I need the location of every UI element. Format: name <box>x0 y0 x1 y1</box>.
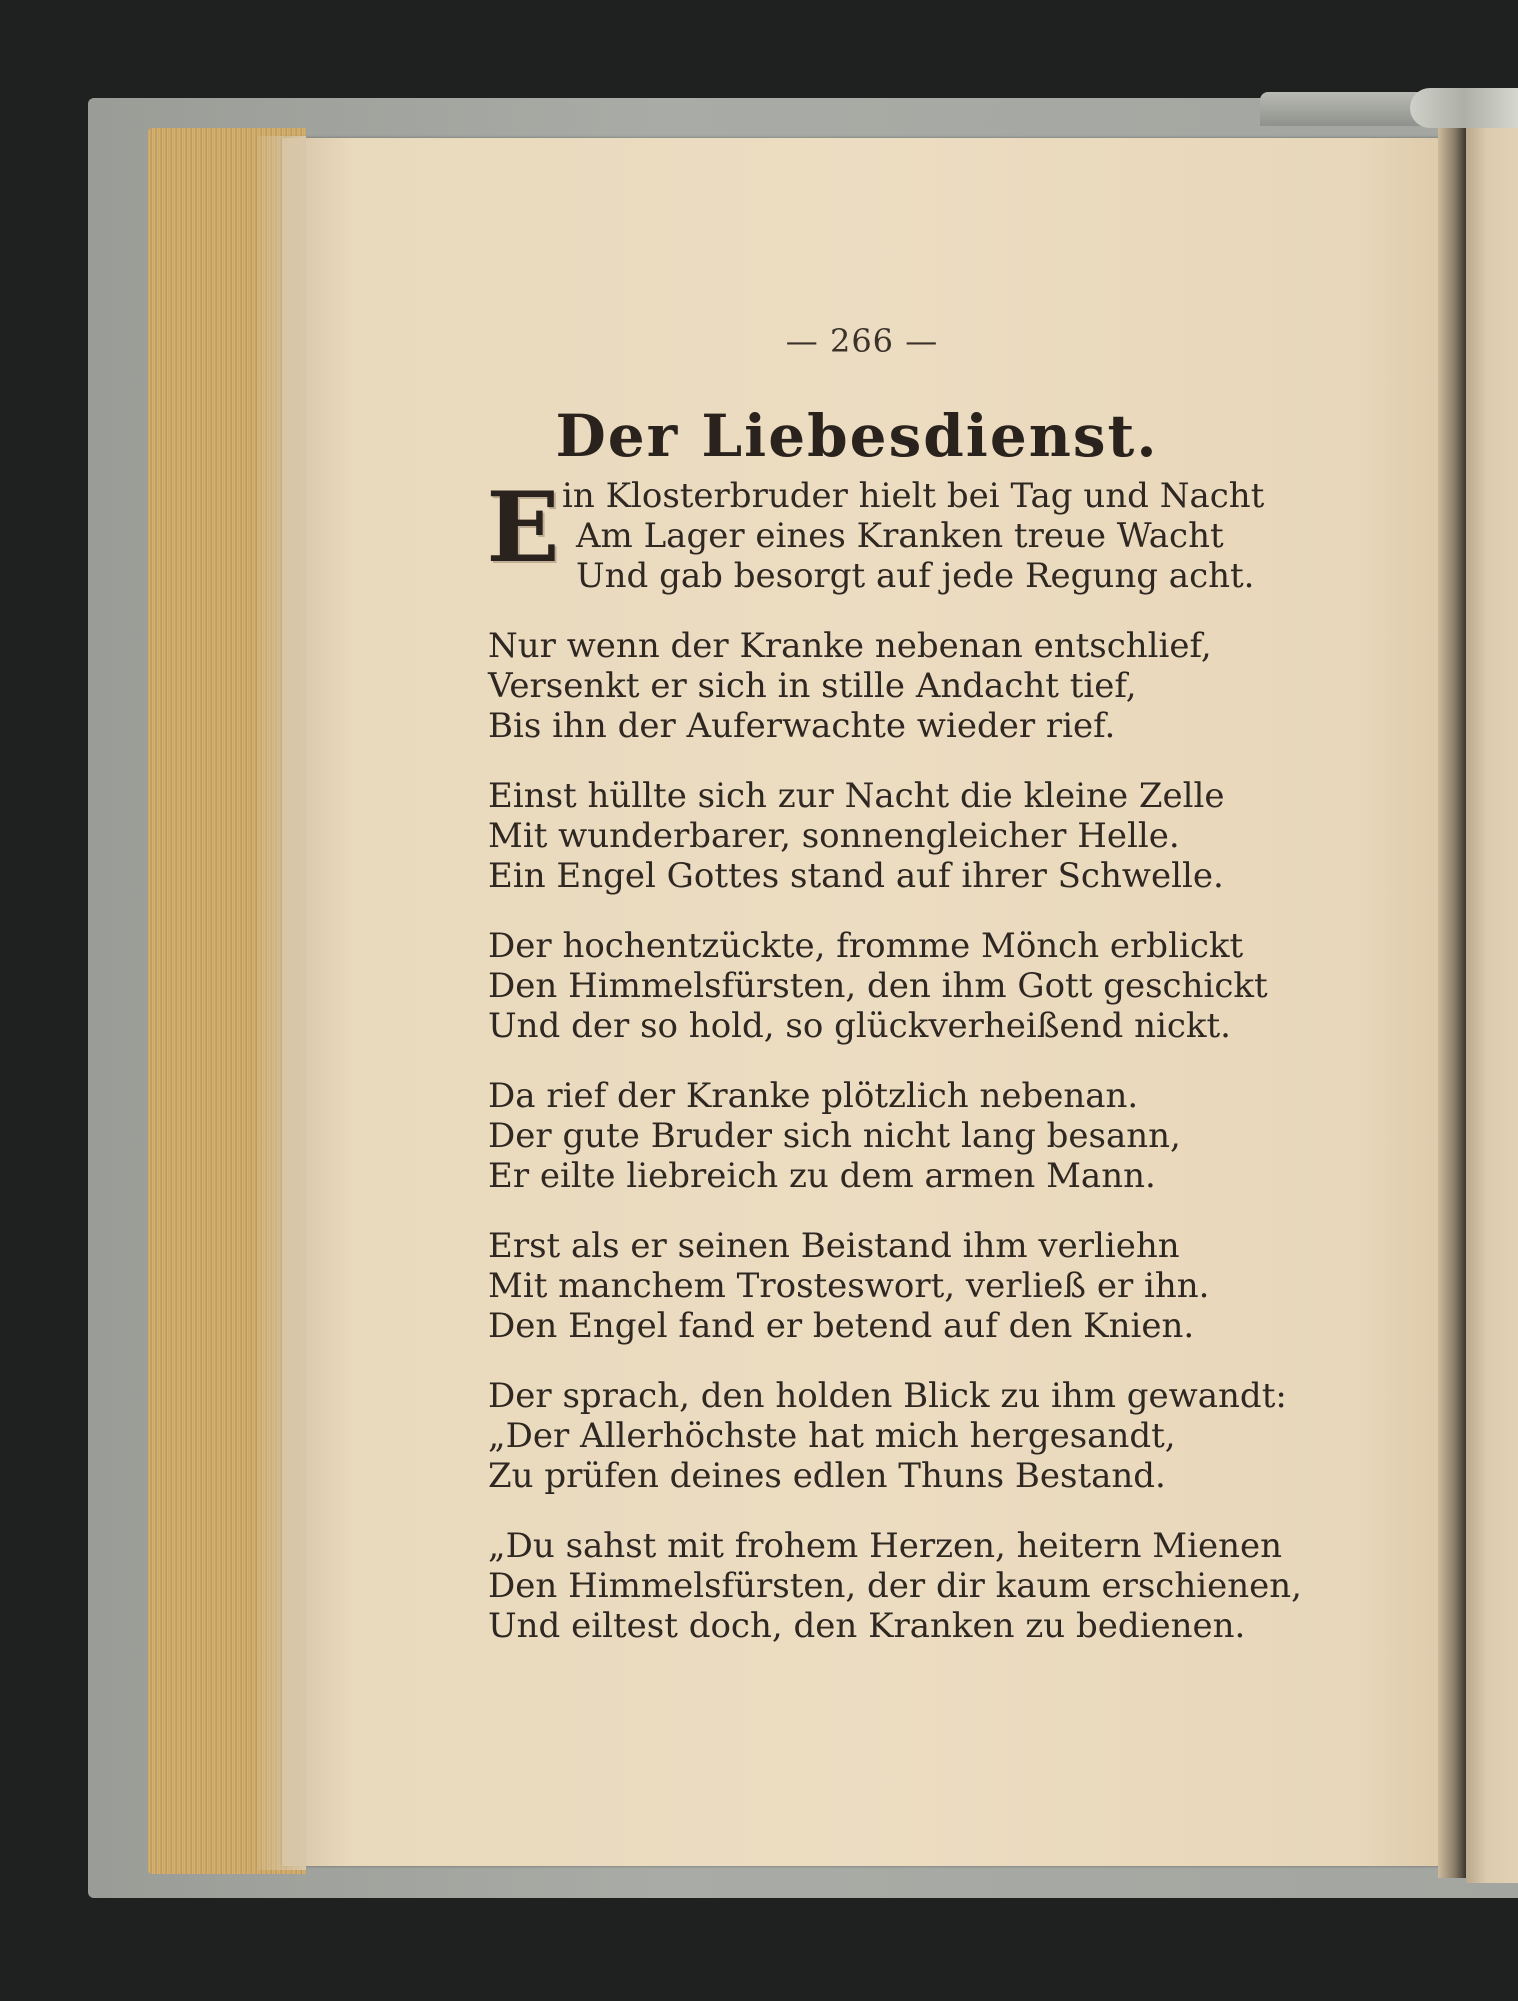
poem-line: Erst als er seinen Beistand ihm verliehn <box>488 1226 1180 1266</box>
poem-line: „Der Allerhöchste hat mich hergesandt, <box>488 1416 1176 1456</box>
poem-line: Zu prüfen deines edlen Thuns Bestand. <box>488 1456 1166 1496</box>
poem-line: Und eiltest doch, den Kranken zu bedienen. <box>488 1606 1246 1646</box>
page-edge-shade <box>258 136 306 1870</box>
stanza <box>488 926 1288 1046</box>
poem-line: Am Lager eines Kranken treue Wacht <box>576 516 1224 556</box>
drop-cap: E <box>486 471 560 584</box>
stanza <box>488 626 1288 746</box>
poem-line: Versenkt er sich in stille Andacht tief, <box>488 666 1137 706</box>
poem-line: „Du sahst mit frohem Herzen, heitern Mienen <box>488 1526 1283 1566</box>
stanza <box>488 476 1288 596</box>
poem-line: Einst hüllte sich zur Nacht die kleine Zelle <box>488 776 1225 816</box>
book-gutter <box>1438 128 1468 1878</box>
poem-line: Der gute Bruder sich nicht lang besann, <box>488 1116 1181 1156</box>
poem-line: Den Engel fand er betend auf den Knien. <box>488 1306 1195 1346</box>
poem-line: Der hochentzückte, fromme Mönch erblickt <box>488 926 1244 966</box>
poem-line: Den Himmelsfürsten, der dir kaum erschienen, <box>488 1566 1302 1606</box>
stanza <box>488 1376 1288 1496</box>
poem-line: Den Himmelsfürsten, den ihm Gott geschickt <box>488 966 1268 1006</box>
page-number: — 266 — <box>785 322 939 360</box>
poem-line: Da rief der Kranke plötzlich nebenan. <box>488 1076 1139 1116</box>
stanza <box>488 1226 1288 1346</box>
poem-line: Und der so hold, so glückverheißend nickt. <box>488 1006 1231 1046</box>
bookmark-ribbon <box>1410 88 1518 128</box>
stanza <box>488 1076 1288 1196</box>
poem-line: Und gab besorgt auf jede Regung acht. <box>576 556 1255 596</box>
poem-line: Nur wenn der Kranke nebenan entschlief, <box>488 626 1212 666</box>
poem-line: Mit wunderbarer, sonnengleicher Helle. <box>488 816 1180 856</box>
facing-page-edge <box>1466 128 1518 1883</box>
stanza <box>488 1526 1302 1646</box>
poem-line: Bis ihn der Auferwachte wieder rief. <box>488 706 1116 746</box>
poem-line: Ein Engel Gottes stand auf ihrer Schwelle. <box>488 856 1224 896</box>
poem-body <box>488 476 1302 1676</box>
poem-title: Der Liebesdienst. <box>555 402 1159 470</box>
poem-line: Er eilte liebreich zu dem armen Mann. <box>488 1156 1156 1196</box>
poem-line: in Klosterbruder hielt bei Tag und Nacht <box>562 476 1265 516</box>
poem-line: Mit manchem Trosteswort, verließ er ihn. <box>488 1266 1210 1306</box>
stanza <box>488 776 1288 896</box>
poem-line: Der sprach, den holden Blick zu ihm gewandt: <box>488 1376 1287 1416</box>
